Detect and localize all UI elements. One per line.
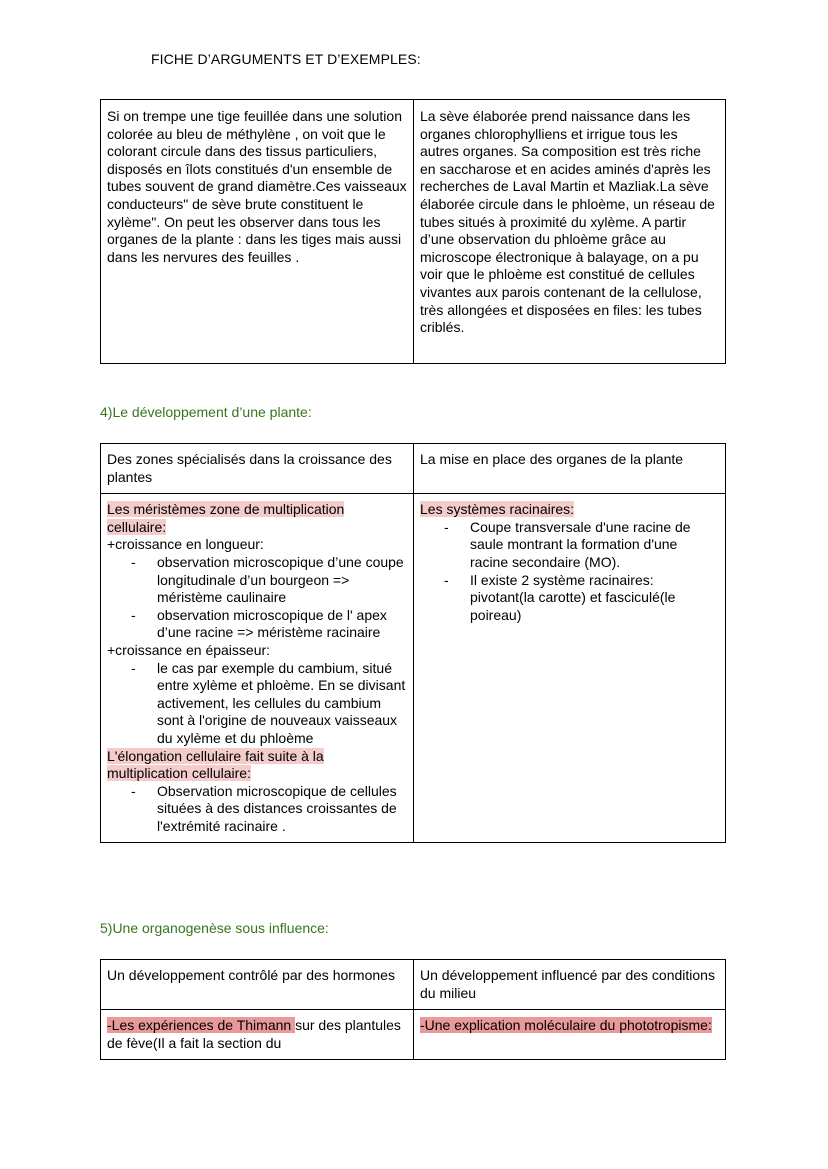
highlight-thimann: -Les expériences de Thimann [107, 1017, 296, 1034]
subheading-length-growth: +croissance en longueur: [107, 536, 264, 553]
highlight-root-systems: Les systèmes racinaires: [420, 501, 575, 518]
list-item: - observation microscopique de l' apex d’une racine => méristème racinaire [157, 607, 407, 642]
header-cell-right: Un développement influencé par des conditions du milieu [414, 960, 726, 1010]
header-cell-left: Un développement contrôlé par des hormones [101, 960, 414, 1010]
section-4-title: 4)Le développement d’une plante: [100, 404, 312, 420]
table-row [101, 444, 726, 494]
list-thickness-growth [107, 660, 407, 748]
section-5-title: 5)Une organogenèse sous influence: [100, 920, 329, 936]
cell-root-systems [414, 494, 726, 843]
cell-environment [414, 1010, 726, 1060]
cell-xylem-text: Si on trempe une tige feuillée dans une solution colorée au bleu de méthylène , on voit que le colorant circule dans des tissus particuliers, disposés en îlots constitués d'un ensemble de tubes souvent de grand diamètre.Ces vaisseaux conducteurs" de sève brute constituent le xylème". On peut les observer dans tous les organes de la plante : dans les tiges mais aussi dans les nervures des feuilles . [101, 100, 414, 364]
list-item: - le cas par exemple du cambium, situé entre xylème et phloème. En se divisant activement, les cellules du cambium sont à l'origine de nouveaux vaisseaux du xylème et du phloème [157, 660, 407, 748]
list-item: - Il existe 2 système racinaires: pivotant(la carotte) et fasciculé(le poireau) [470, 572, 719, 625]
header-cell-left: Des zones spécialisés dans la croissance des plantes [101, 444, 414, 494]
list-item: - Coupe transversale d'une racine de saule montrant la formation d'une racine secondaire (MO). [470, 519, 719, 572]
subheading-thickness-growth: +croissance en épaisseur: [107, 641, 271, 658]
table-row [101, 960, 726, 1010]
header-cell-right: La mise en place des organes de la plante [414, 444, 726, 494]
table-organogenesis [100, 959, 726, 1060]
highlight-meristems: Les méristèmes zone de multiplication cellulaire: [107, 501, 345, 535]
table-xylem-phloem [100, 99, 726, 364]
highlight-elongation: L'élongation cellulaire fait suite à la multiplication cellulaire: [107, 747, 324, 782]
cell-hormones [101, 1010, 414, 1060]
table-row [101, 494, 726, 843]
table-plant-development [100, 443, 726, 843]
thimann-text: sur des plantules de fève(Il a fait la section du [107, 1017, 401, 1051]
table-row [101, 100, 726, 364]
cell-phloem-text: La sève élaborée prend naissance dans les organes chlorophylliens et irrigue tous les autres organes. Sa composition est très riche en saccharose et en acides aminés d'après les recherches de Laval Martin et Mazliak.La sève élaborée circule dans le phloème, un réseau de tubes situés à proximité du xylème. A partir d’une observation du phloème grâce au microscope électronique à balayage, on a pu voir que le phloème est constitué de cellules vivantes aux parois contenant de la cellulose, très allongées et disposées en files: les tubes criblés. [414, 100, 726, 364]
page-title: FICHE D’ARGUMENTS ET D’EXEMPLES: [151, 51, 421, 67]
list-elongation [107, 783, 407, 836]
list-item: - Observation microscopique de cellules situées à des distances croissantes de l'extrémité racinaire . [157, 783, 407, 836]
cell-growth-zones [101, 494, 414, 843]
list-root-systems [420, 519, 719, 625]
list-length-growth [107, 554, 407, 642]
highlight-phototropism: -Une explication moléculaire du phototropisme: [420, 1017, 712, 1034]
list-item: - observation microscopique d’une coupe longitudinale d’un bourgeon => méristème caulinaire [157, 554, 407, 607]
table-row [101, 1010, 726, 1060]
